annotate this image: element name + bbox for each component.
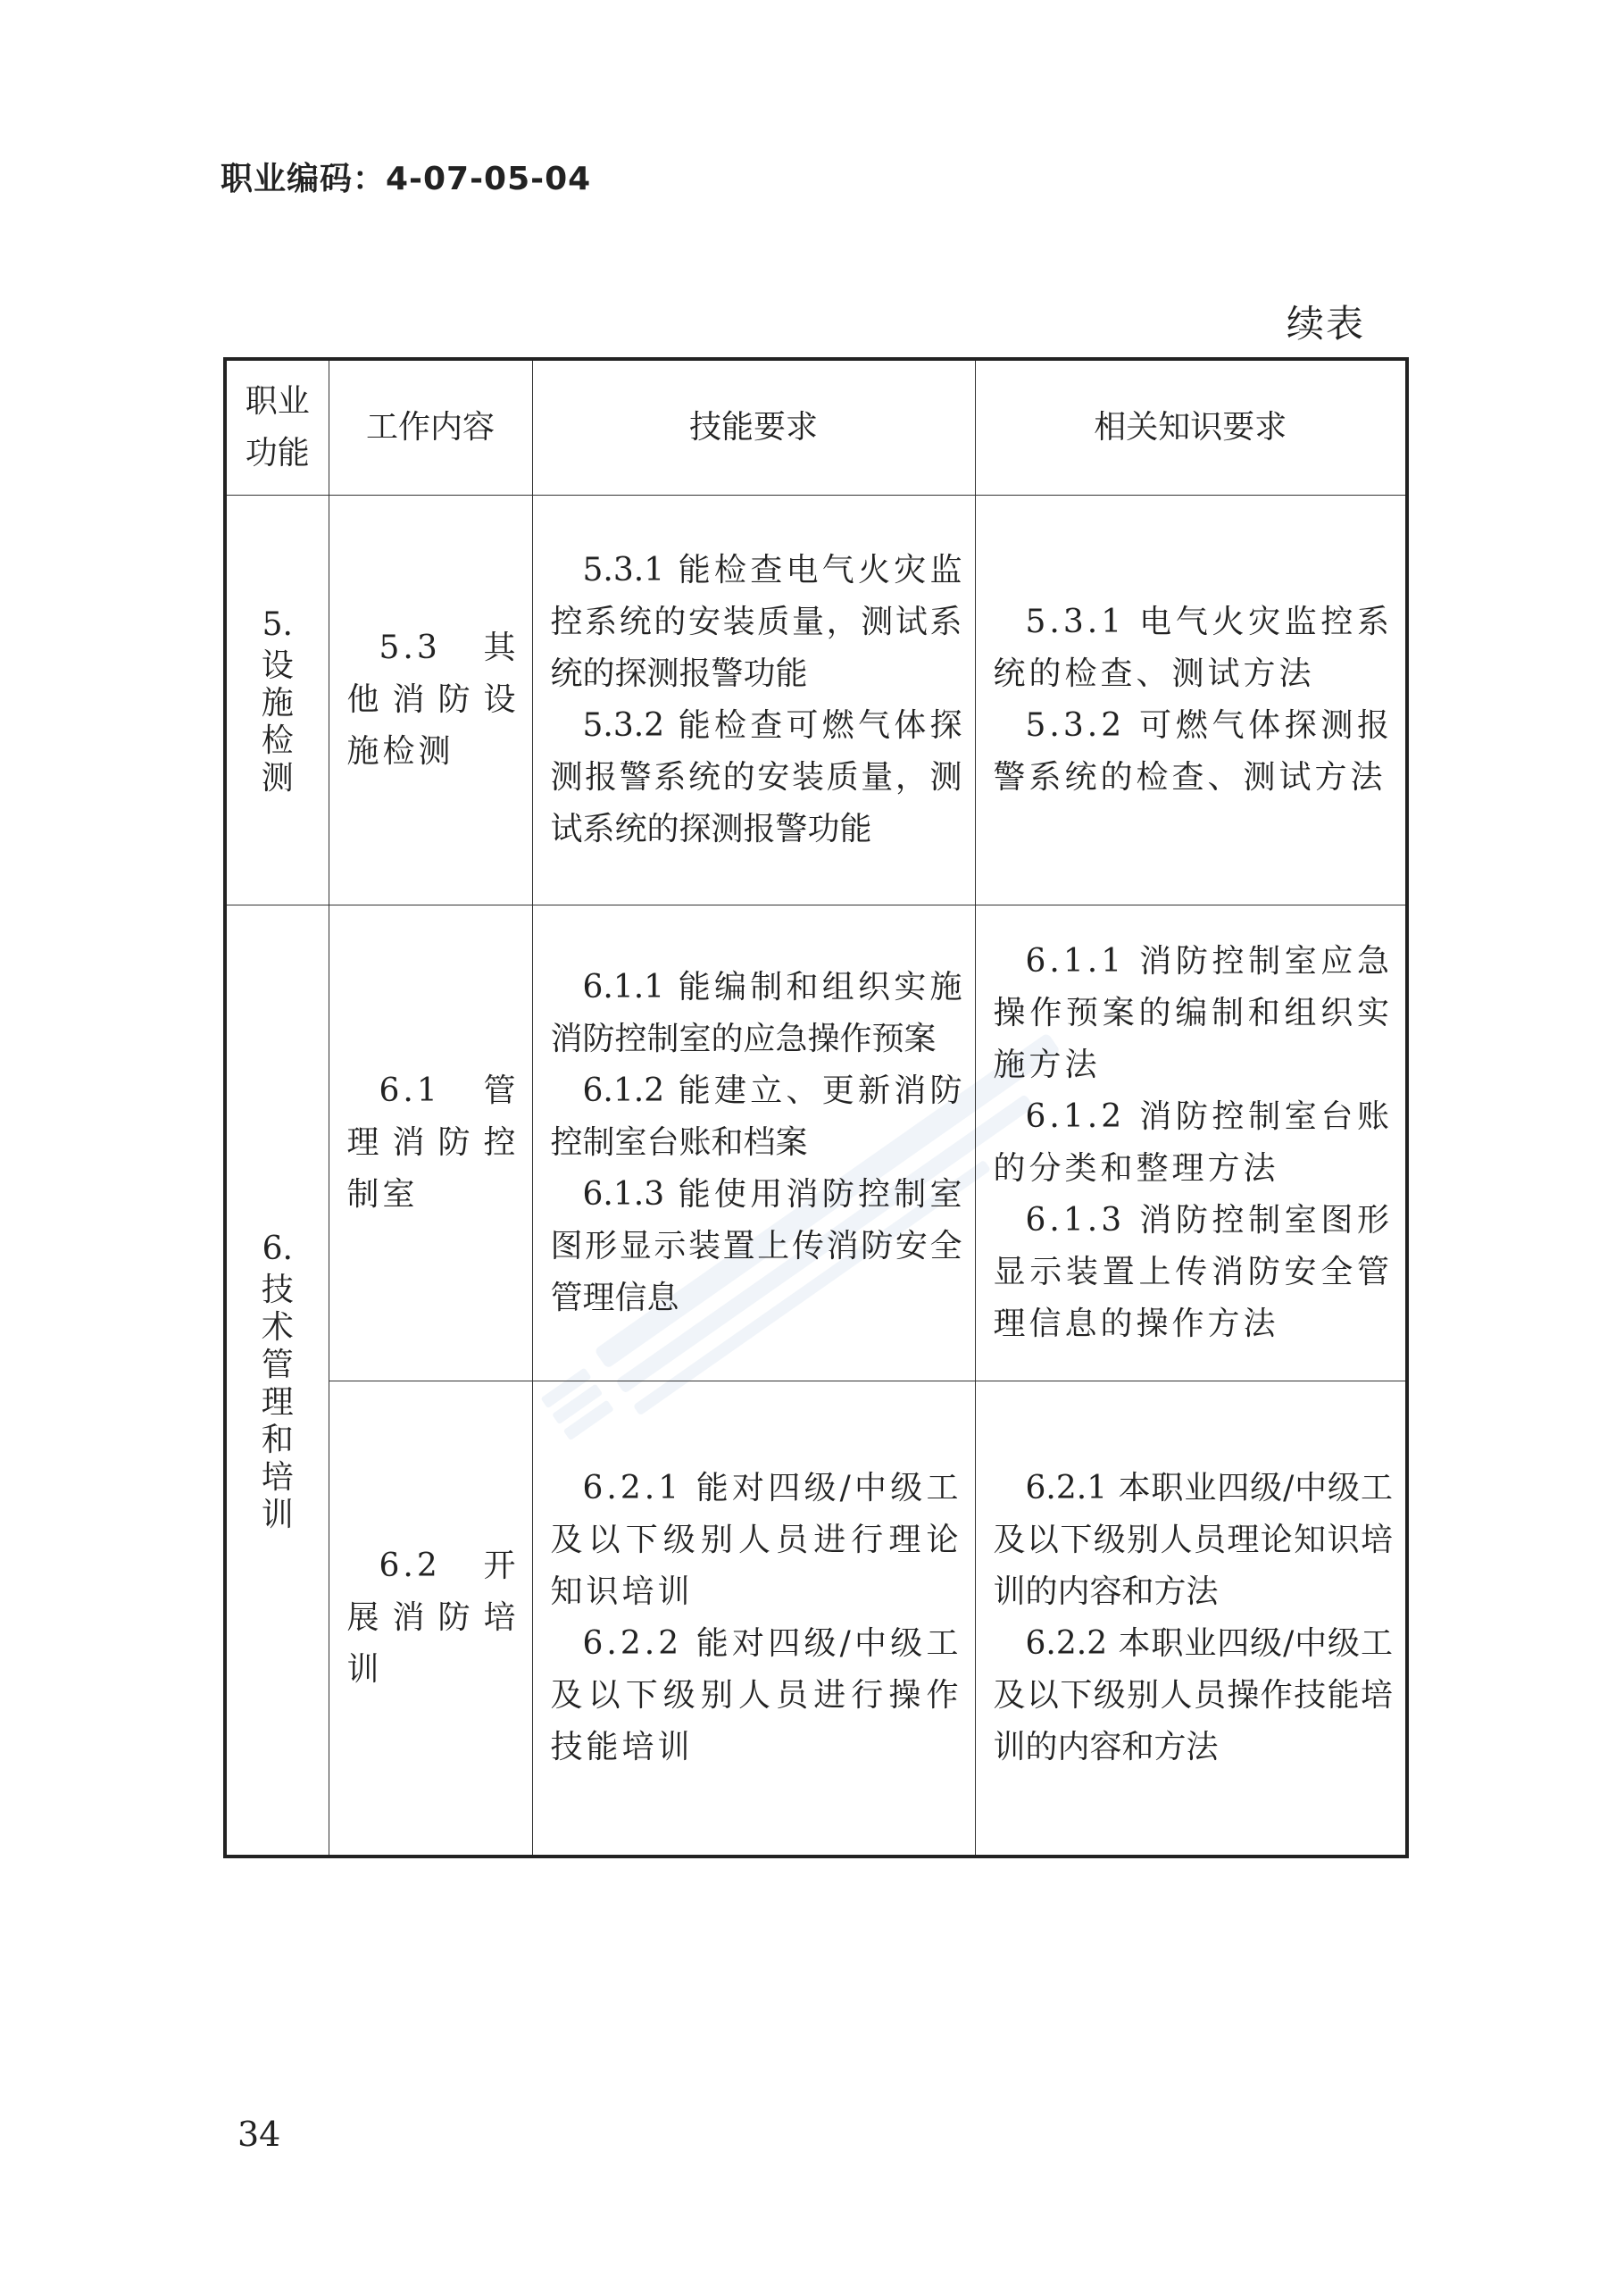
work-content-cell — [329, 1381, 532, 1857]
skill-item: 6.1.3 能使用消防控制室图形显示装置上传消防安全管理信息 — [550, 1176, 962, 1316]
knowledge-item: 6.2.2 本职业四级/中级工及以下级别人员操作技能培训的内容和方法 — [993, 1625, 1393, 1765]
continued-table-label: 续表 — [1286, 302, 1365, 346]
work-content: 5.3 其他消防设施检测 — [346, 630, 520, 770]
table-header-row — [225, 359, 1407, 496]
page-number: 34 — [237, 2115, 281, 2154]
knowledge-item: 6.2.1 本职业四级/中级工及以下级别人员理论知识培训的内容和方法 — [993, 1470, 1393, 1610]
work-content: 6.1 管理消防控制室 — [346, 1072, 520, 1213]
skills-cell — [532, 496, 975, 905]
skill-item: 5.3.1 能检查电气火灾监控系统的安装质量，测试系统的探测报警功能 — [550, 552, 962, 692]
knowledge-item: 6.1.1 消防控制室应急操作预案的编制和组织实施方法 — [993, 943, 1393, 1083]
knowledge-item: 6.1.3 消防控制室图形显示装置上传消防安全管理信息的操作方法 — [993, 1202, 1393, 1342]
knowledge-item: 5.3.1 电气火灾监控系统的检查、测试方法 — [993, 604, 1393, 692]
function-number: 6. — [262, 1230, 293, 1267]
work-content: 6.2 开展消防培训 — [346, 1548, 520, 1688]
header-knowledge-requirements: 相关知识要求 — [975, 359, 1407, 496]
header-work-content: 工作内容 — [329, 359, 532, 496]
work-content-cell — [329, 496, 532, 905]
skill-standard-table — [223, 357, 1409, 1858]
occupation-code: 职业编码：4-07-05-04 — [221, 161, 592, 197]
skill-item: 5.3.2 能检查可燃气体探测报警系统的安装质量，测试系统的探测报警功能 — [550, 707, 962, 847]
function-6-cell — [225, 905, 329, 1857]
knowledge-cell — [975, 905, 1407, 1381]
skills-cell — [532, 1381, 975, 1857]
function-number: 5. — [262, 606, 293, 643]
function-name: 设施检测 — [261, 647, 294, 797]
skill-item: 6.2.2 能对四级/中级工及以下级别人员进行操作技能培训 — [550, 1625, 962, 1765]
skill-item: 6.1.2 能建立、更新消防控制室台账和档案 — [550, 1072, 962, 1161]
table-row — [225, 496, 1407, 905]
header-occupational-function: 职业功能 — [225, 359, 329, 496]
knowledge-cell — [975, 496, 1407, 905]
function-5-cell — [225, 496, 329, 905]
knowledge-cell — [975, 1381, 1407, 1857]
header-skill-requirements: 技能要求 — [532, 359, 975, 496]
skill-item: 6.2.1 能对四级/中级工及以下级别人员进行理论知识培训 — [550, 1470, 962, 1610]
table-row — [225, 905, 1407, 1381]
skills-cell — [532, 905, 975, 1381]
knowledge-item: 5.3.2 可燃气体探测报警系统的检查、测试方法 — [993, 707, 1393, 796]
function-name: 技术管理和培训 — [261, 1271, 294, 1533]
skill-item: 6.1.1 能编制和组织实施消防控制室的应急操作预案 — [550, 969, 962, 1057]
work-content-cell — [329, 905, 532, 1381]
knowledge-item: 6.1.2 消防控制室台账的分类和整理方法 — [993, 1098, 1393, 1187]
table-row — [225, 1381, 1407, 1857]
